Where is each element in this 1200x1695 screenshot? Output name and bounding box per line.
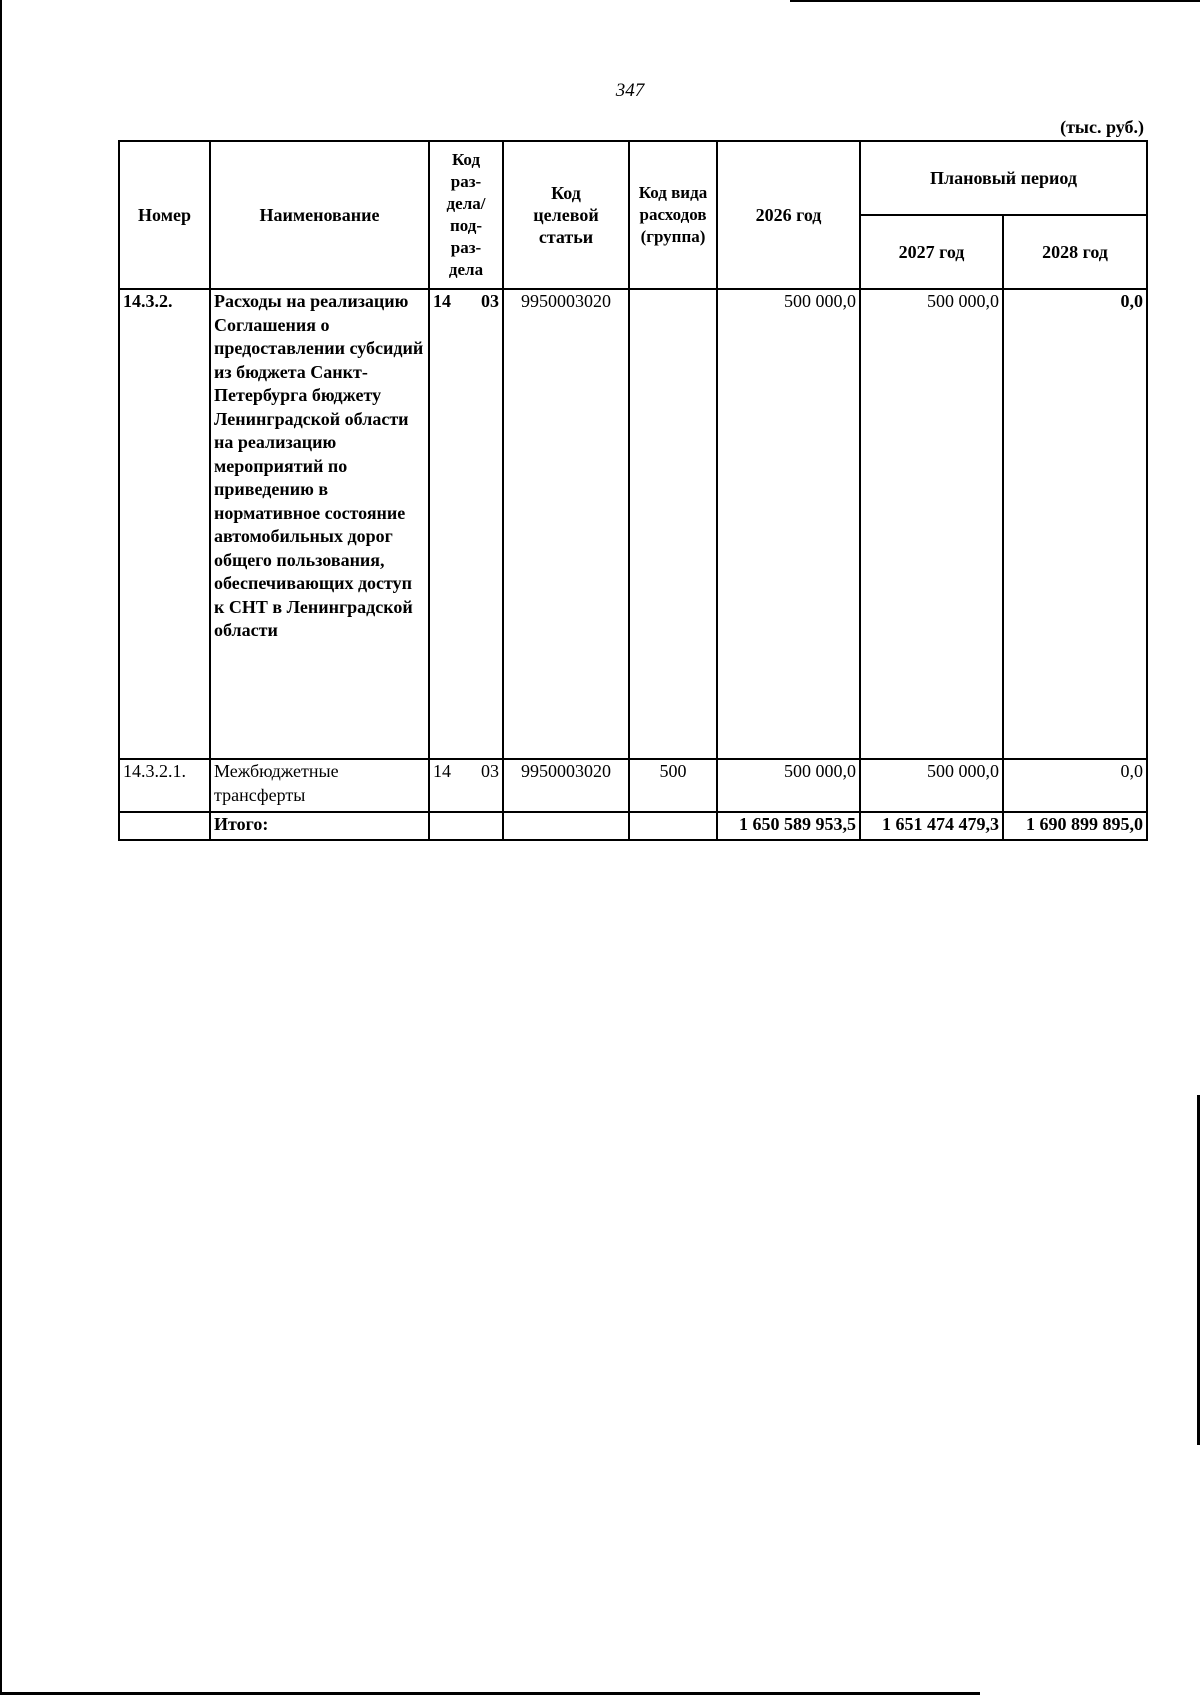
- total-label: Итого:: [210, 812, 429, 840]
- scan-edge-top: [790, 0, 1200, 2]
- row-2028: 0,0: [1003, 289, 1147, 759]
- total-expense-type: [629, 812, 717, 840]
- row-expense-type: 500: [629, 759, 717, 812]
- row-2026: 500 000,0: [717, 759, 860, 812]
- scan-edge-left: [0, 0, 2, 1695]
- section-code: 14: [433, 291, 451, 311]
- subsection-code: 03: [481, 761, 499, 781]
- header-2026: 2026 год: [717, 141, 860, 289]
- header-target-article: Код целевой статьи: [503, 141, 629, 289]
- row-name: Межбюджетные трансферты: [210, 759, 429, 812]
- row-target-article: 9950003020: [503, 759, 629, 812]
- page-number: 347: [615, 80, 645, 101]
- total-2026: 1 650 589 953,5: [717, 812, 860, 840]
- table-row: [119, 289, 1147, 759]
- total-target-article: [503, 812, 629, 840]
- header-2028: 2028 год: [1003, 215, 1147, 289]
- total-2028: 1 690 899 895,0: [1003, 812, 1147, 840]
- budget-table: [118, 140, 1148, 841]
- units-label: (тыс. руб.): [1060, 117, 1144, 137]
- header-planned-period: Плановый период: [860, 141, 1147, 215]
- row-name: Расходы на реализацию Соглашения о предоставлении субсидий из бюджета Санкт-Петербурга бюджету Ленинградской области на реализацию мероприятий по приведению в нормативное состояние автомобильных дорог общего пользования, обеспечивающих доступ к СНТ в Ленинградской области: [210, 289, 429, 759]
- row-section-code: [429, 289, 503, 759]
- header-name: Наименование: [210, 141, 429, 289]
- row-2027: 500 000,0: [860, 759, 1003, 812]
- row-target-article: 9950003020: [503, 289, 629, 759]
- header-section: Код раз- дела/ под- раз- дела: [429, 141, 503, 289]
- total-number: [119, 812, 210, 840]
- total-2027: 1 651 474 479,3: [860, 812, 1003, 840]
- row-2027: 500 000,0: [860, 289, 1003, 759]
- subsection-code: 03: [481, 291, 499, 311]
- header-expense-type: Код вида расходов (группа): [629, 141, 717, 289]
- row-section-code: [429, 759, 503, 812]
- row-2028: 0,0: [1003, 759, 1147, 812]
- row-expense-type: [629, 289, 717, 759]
- section-code: 14: [433, 761, 451, 781]
- row-number: 14.3.2.: [119, 289, 210, 759]
- total-row: [119, 812, 1147, 840]
- total-section-code: [429, 812, 503, 840]
- header-number: Номер: [119, 141, 210, 289]
- row-number: 14.3.2.1.: [119, 759, 210, 812]
- header-2027: 2027 год: [860, 215, 1003, 289]
- row-2026: 500 000,0: [717, 289, 860, 759]
- table-row: [119, 759, 1147, 812]
